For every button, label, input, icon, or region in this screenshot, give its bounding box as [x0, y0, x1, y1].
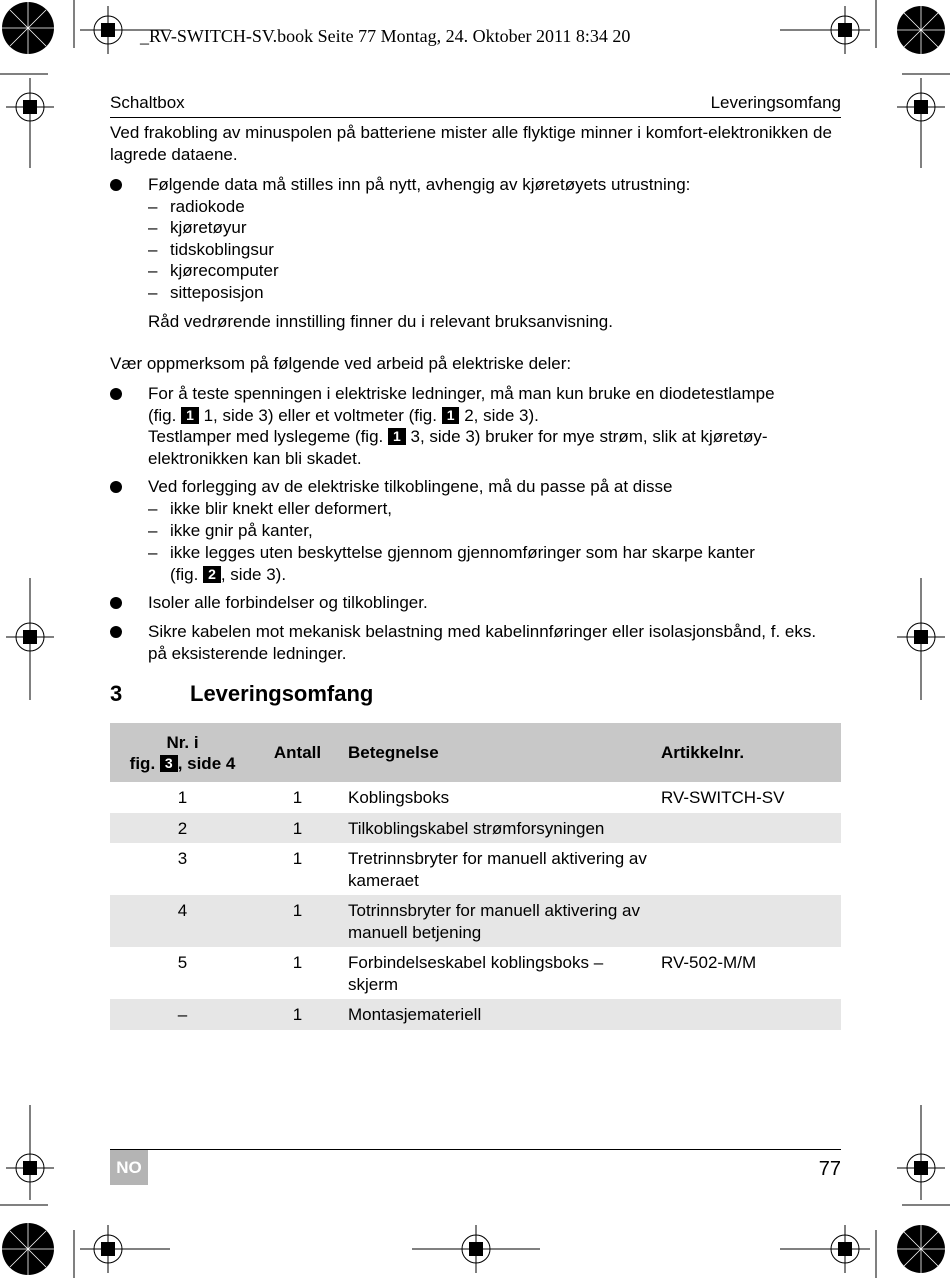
- table-row: [110, 947, 841, 999]
- table-row: [110, 782, 841, 813]
- table-row: [110, 999, 841, 1030]
- list-item-continuation: (fig. 2 , side 3).: [170, 565, 287, 584]
- cell-antall: 1: [255, 813, 340, 844]
- header-rule: [110, 117, 841, 118]
- bullet-icon: [110, 597, 122, 609]
- figure-ref-badge: 1: [181, 407, 199, 424]
- cell-betegnelse: Forbindelseskabel koblingsboks – skjerm: [348, 953, 604, 994]
- cell-betegnelse: Tilkoblingskabel strømforsyningen: [340, 813, 653, 844]
- list-item: – kjøretøyur: [148, 218, 247, 237]
- table-row: [110, 895, 841, 947]
- cell-artikkel: RV-SWITCH-SV: [661, 788, 785, 807]
- cell-nr: –: [110, 999, 255, 1030]
- cell-antall: 1: [292, 849, 303, 868]
- bullet1-note: Råd vedrørende innstilling finner du i relevant bruksanvisning.: [148, 312, 613, 331]
- figure-ref-badge: 1: [442, 407, 460, 424]
- cell-antall: 1: [292, 788, 303, 807]
- cell-antall: 1: [255, 895, 340, 947]
- list-item: – sitteposisjon: [148, 283, 264, 302]
- cell-nr: 5: [177, 953, 188, 972]
- list-item: – radiokode: [148, 197, 245, 216]
- cell-artikkel: [653, 813, 841, 844]
- cell-artikkel: [653, 843, 841, 895]
- page-number: 77: [818, 1158, 841, 1180]
- attention-paragraph: Vær oppmerksom på følgende ved arbeid på elektriske deler:: [110, 354, 572, 373]
- cell-betegnelse: Totrinnsbryter for manuell aktivering av manuell betjening: [340, 895, 653, 947]
- cell-betegnelse: Tretrinnsbryter for manuell aktivering av kameraet: [348, 849, 647, 890]
- bullet-icon: [110, 481, 122, 493]
- delivery-table: [110, 723, 841, 1030]
- cell-nr: 1: [177, 788, 188, 807]
- running-header-right: Leveringsomfang: [710, 93, 841, 112]
- figure-ref-badge: 3: [160, 755, 178, 772]
- language-badge: NO: [110, 1150, 148, 1185]
- bullet4-text: Isoler alle forbindelser og tilkoblinger.: [148, 593, 428, 612]
- bullet1-text: Følgende data må stilles inn på nytt, avhengig av kjøretøyets utrustning:: [148, 175, 691, 194]
- cell-nr: 2: [110, 813, 255, 844]
- cell-antall: 1: [292, 953, 303, 972]
- bullet5-text: Sikre kabelen mot mekanisk belastning med kabelinnføringer eller isolasjonsbånd, f. eks. på eksisterende ledninger.: [148, 622, 817, 663]
- list-item: – ikke gnir på kanter,: [148, 521, 313, 540]
- col-header-betegnelse: Betegnelse: [340, 723, 653, 782]
- running-header-left: Schaltbox: [110, 93, 185, 112]
- list-item: – ikke blir knekt eller deformert,: [148, 499, 393, 518]
- bullet-icon: [110, 179, 122, 191]
- table-header-row: [110, 723, 841, 782]
- cell-antall: 1: [255, 999, 340, 1030]
- figure-ref-badge: 1: [388, 428, 406, 445]
- list-item: – kjørecomputer: [148, 261, 279, 280]
- section-number: 3: [110, 681, 123, 706]
- bullet2-text: For å teste spenningen i elektriske ledninger, må man kun bruke en diodetestlampe (fig. 1 1, side 3) eller et voltmeter (fig. 1 2, side 3). Testlamper med lyslegeme (fig. 1 3, side 3) bruker for mye strøm, slik at kjøretøy- elektronikken kan bli skadet.: [148, 384, 775, 468]
- cell-artikkel: RV-502-M/M: [661, 953, 757, 972]
- bullet3-text: Ved forlegging av de elektriske tilkoblingene, må du passe på at disse: [148, 477, 673, 496]
- table-row: [110, 813, 841, 844]
- cell-betegnelse: Montasjemateriell: [340, 999, 653, 1030]
- figure-ref-badge: 2: [203, 566, 221, 583]
- cell-artikkel: [653, 895, 841, 947]
- col-header-antall: Antall: [255, 723, 340, 782]
- section-title: Leveringsomfang: [190, 681, 374, 706]
- col-header-nr: Nr. i fig. 3 , side 4: [110, 723, 255, 782]
- print-slug: _RV-SWITCH-SV.book Seite 77 Montag, 24. Oktober 2011 8:34 20: [140, 26, 631, 46]
- list-item: – ikke legges uten beskyttelse gjennom gjennomføringer som har skarpe kanter: [148, 543, 755, 562]
- bullet-icon: [110, 388, 122, 400]
- list-item: – tidskoblingsur: [148, 240, 274, 259]
- cell-betegnelse: Koblingsboks: [348, 788, 450, 807]
- intro-paragraph: Ved frakobling av minuspolen på batteriene mister alle flyktige minner i komfort-elektronikken de lagrede dataene.: [110, 123, 832, 164]
- cell-artikkel: [653, 999, 841, 1030]
- cell-nr: 4: [110, 895, 255, 947]
- bullet-icon: [110, 626, 122, 638]
- table-row: [110, 843, 841, 895]
- cell-nr: 3: [177, 849, 188, 868]
- footer-rule: [110, 1149, 841, 1150]
- col-header-artikkel: Artikkelnr.: [653, 723, 841, 782]
